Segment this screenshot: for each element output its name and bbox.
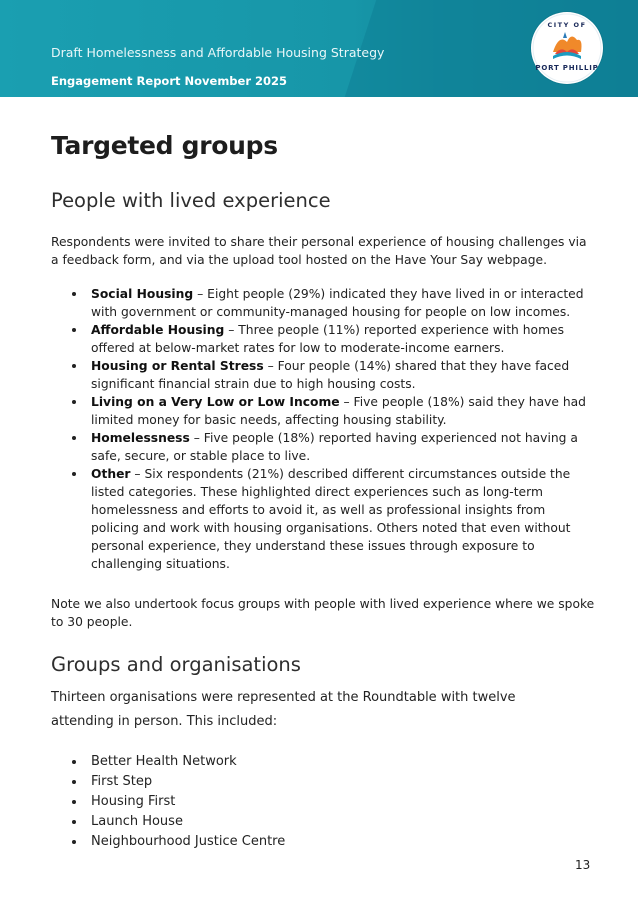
list-item <box>51 357 596 393</box>
bullet-icon <box>72 760 76 764</box>
bullet-icon <box>72 364 76 368</box>
document-title: Draft Homelessness and Affordable Housing Strategy <box>51 45 385 60</box>
lived-experience-list <box>51 285 596 573</box>
list-item-term: Housing or Rental Stress <box>91 359 264 373</box>
organisation-name: Housing First <box>91 794 176 809</box>
organisation-name: First Step <box>91 774 153 789</box>
organisation-name: Launch House <box>91 814 183 829</box>
list-item-term: Social Housing <box>91 287 194 301</box>
list-item <box>51 429 596 465</box>
list-item <box>51 752 596 772</box>
city-of-port-phillip-logo-icon <box>531 12 603 84</box>
list-item <box>51 832 596 852</box>
logo-text-top: CITY OF <box>547 21 587 29</box>
list-item <box>51 812 596 832</box>
list-item <box>51 772 596 792</box>
focus-group-note: Note we also undertook focus groups with people with lived experience where we spoke to 30 people. <box>51 597 595 629</box>
list-item-text: – Four people (14%) shared that they have faced significant financial strain due to high housing costs. <box>91 359 570 391</box>
bullet-icon <box>72 472 76 476</box>
list-item-text: – Six respondents (21%) described different circumstances outside the listed categories. These highlighted direct experiences such as long-term homelessness and efforts to avoid it, as well as professional insights from policing and work with housing organisations. Others noted that even without personal experience, they understand these issues through exposure to challenging situations. <box>91 467 571 571</box>
organisation-name: Better Health Network <box>91 754 237 769</box>
section-heading-groups-organisations: Groups and organisations <box>51 653 301 676</box>
list-item <box>51 792 596 812</box>
bullet-icon <box>72 780 76 784</box>
bullet-icon <box>72 840 76 844</box>
list-item <box>51 321 596 357</box>
bullet-icon <box>72 820 76 824</box>
list-item-term: Homelessness <box>91 431 190 445</box>
logo-text-bottom: PORT PHILLIP <box>535 64 599 72</box>
page-title: Targeted groups <box>51 131 278 160</box>
list-item <box>51 393 596 429</box>
list-item-text: – Five people (18%) said they have had limited money for basic needs, affecting housing stability. <box>91 395 586 427</box>
list-item-term: Affordable Housing <box>91 323 225 337</box>
list-item-text: – Eight people (29%) indicated they have lived in or interacted with government or community-managed housing for people on low incomes. <box>91 287 584 319</box>
list-item-term: Other <box>91 467 131 481</box>
page-number: 13 <box>575 858 591 872</box>
bullet-icon <box>72 292 76 296</box>
list-item <box>51 465 596 573</box>
organisations-list <box>51 752 596 852</box>
section-heading-lived-experience: People with lived experience <box>51 189 331 212</box>
list-item-term: Living on a Very Low or Low Income <box>91 395 340 409</box>
bullet-icon <box>72 800 76 804</box>
list-item <box>51 285 596 321</box>
list-item-text: – Five people (18%) reported having experienced not having a safe, secure, or stable place to live. <box>91 431 578 463</box>
list-item-text: – Three people (11%) reported experience with homes offered at below-market rates for low to moderate-income earners. <box>91 323 565 355</box>
lived-experience-intro: Respondents were invited to share their personal experience of housing challenges via a feedback form, and via the upload tool hosted on the Have Your Say webpage. <box>51 235 587 267</box>
page-header <box>0 0 638 97</box>
organisation-name: Neighbourhood Justice Centre <box>91 834 286 849</box>
document-subtitle: Engagement Report November 2025 <box>51 74 288 88</box>
groups-intro: Thirteen organisations were represented at the Roundtable with twelve attending in person. This included: <box>51 690 516 729</box>
bullet-icon <box>72 436 76 440</box>
bullet-icon <box>72 328 76 332</box>
bullet-icon <box>72 400 76 404</box>
